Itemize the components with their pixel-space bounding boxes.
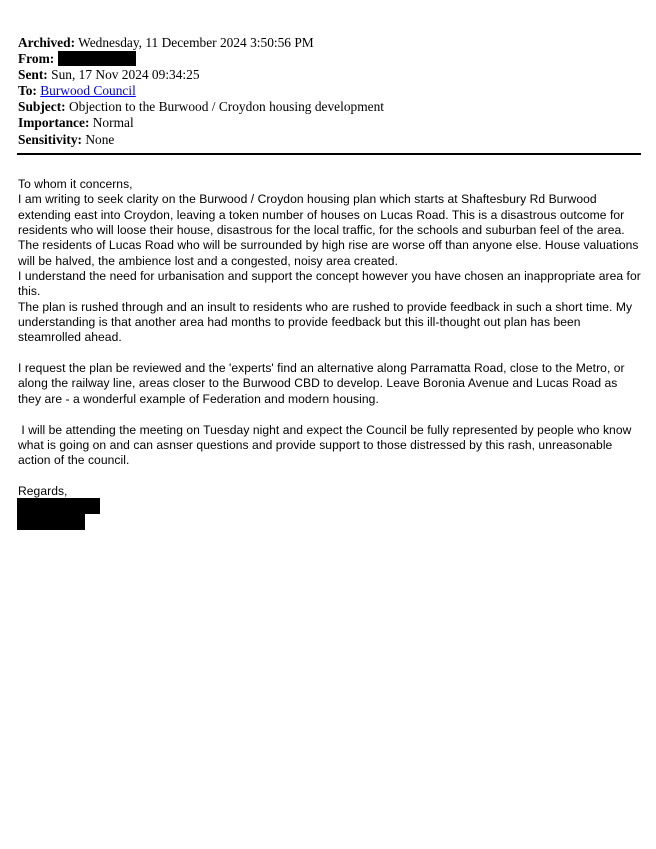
signature-redaction: [17, 513, 85, 530]
from-redaction: [58, 51, 136, 66]
sensitivity-label: Sensitivity:: [18, 131, 82, 147]
to-row: [18, 83, 642, 99]
email-body: [18, 177, 642, 499]
from-row: [18, 51, 642, 67]
blank-line: [18, 469, 642, 484]
blank-line: [18, 346, 642, 361]
subject-value: Objection to the Burwood / Croydon housing development: [68, 99, 384, 115]
closing: Regards,: [18, 483, 68, 498]
importance-label: Importance:: [18, 115, 90, 131]
archived-value: Wednesday, 11 December 2024 3:50:56 PM: [78, 35, 314, 50]
body-paragraph-2: The residents of Lucas Road who will be surrounded by high rise are worse off than anyone else. House valuations will be halved, the ambience lost and a congested, noisy area created.: [18, 238, 639, 268]
sent-row: [18, 67, 642, 83]
sent-label: Sent:: [18, 67, 48, 83]
body-paragraph-3: I understand the need for urbanisation and support the concept however you have chosen an inappropriate area for this.: [18, 269, 641, 299]
body-paragraph-1: I am writing to seek clarity on the Burwood / Croydon housing plan which starts at Shaftesbury Rd Burwood extending east into Croydon, leaving a token number of houses on Lucas Road. This is a disastrous outcome for residents who will loose their house, disastrous for the local traffic, for the schools and suburban feel of the area.: [18, 192, 625, 238]
sensitivity-row: [18, 132, 642, 148]
archived-row: [18, 35, 642, 51]
to-label: To:: [18, 83, 37, 99]
body-paragraph-4: The plan is rushed through and an insult to residents who are rushed to provide feedback in such a short time. My understanding is that another area had months to provide feedback but this ill-thought out plan has been steamrolled ahead.: [18, 299, 633, 345]
archived-label: Archived:: [18, 35, 76, 50]
header-divider: [17, 153, 641, 155]
greeting: To whom it concerns,: [18, 177, 133, 191]
blank-line: [18, 407, 642, 422]
subject-row: [18, 99, 642, 115]
body-paragraph-5: I request the plan be reviewed and the 'experts' find an alternative along Parramatta Road, close to the Metro, or along the railway line, areas closer to the Burwood CBD to develop. Leave Boronia Avenue and Lucas Road as they are - a wonderful example of Federation and modern housing.: [18, 361, 625, 406]
sent-value: Sun, 17 Nov 2024 09:34:25: [51, 67, 200, 83]
from-label: From:: [18, 51, 55, 67]
sensitivity-value: None: [85, 131, 115, 147]
signature-redaction: [17, 498, 100, 514]
email-header: [18, 35, 642, 148]
importance-value: Normal: [92, 115, 134, 131]
to-recipient-link[interactable]: Burwood Council: [40, 83, 136, 99]
subject-label: Subject:: [18, 99, 66, 115]
body-paragraph-6: I will be attending the meeting on Tuesday night and expect the Council be fully represented by people who know what is going on and can asnser questions and provide support to those distressed by this rash, unreasonable action of the council.: [18, 422, 635, 468]
importance-row: [18, 115, 642, 131]
